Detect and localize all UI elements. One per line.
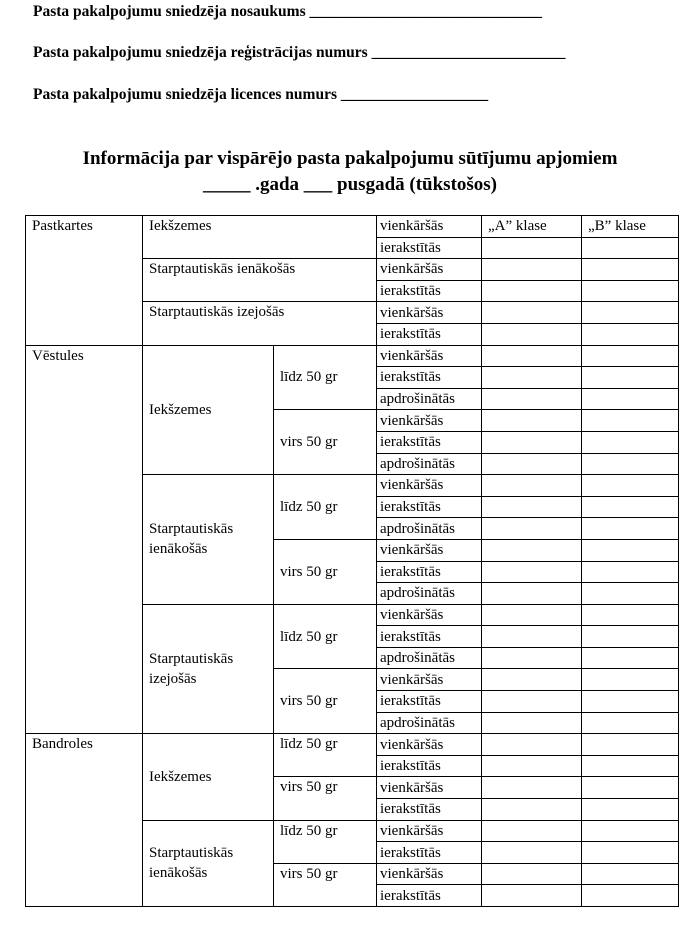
value-cell-b[interactable] xyxy=(582,453,679,475)
form-subtitle: _____ .gada ___ pusgadā (tūkstošos) xyxy=(202,174,498,195)
type-label: apdrošinātās xyxy=(377,583,482,605)
type-label: ierakstītās xyxy=(377,367,482,389)
type-label: vienkāršās xyxy=(377,604,482,626)
value-cell-b[interactable] xyxy=(582,734,679,756)
type-label: vienkāršās xyxy=(377,410,482,432)
value-cell-b[interactable] xyxy=(582,410,679,432)
provider-registration-line: Pasta pakalpojumu sniedzēja reģistrācijas numurs _________________________ xyxy=(33,44,566,61)
region-label: Iekšzemes xyxy=(143,345,274,475)
value-cell-b[interactable] xyxy=(582,323,679,345)
value-cell-a[interactable] xyxy=(482,583,582,605)
region-label: Starptautiskās ienākošās xyxy=(143,820,274,906)
type-label: vienkāršās xyxy=(377,777,482,799)
value-cell-a[interactable] xyxy=(482,518,582,540)
value-cell-b[interactable] xyxy=(582,539,679,561)
category-vestules: Vēstules xyxy=(26,345,143,734)
value-cell-b[interactable] xyxy=(582,820,679,842)
provider-name-line: Pasta pakalpojumu sniedzēja nosaukums ______________________________ xyxy=(33,3,542,20)
table-row xyxy=(26,734,679,756)
value-cell-a[interactable] xyxy=(482,734,582,756)
value-cell-a[interactable] xyxy=(482,561,582,583)
value-cell-a[interactable] xyxy=(482,863,582,885)
provider-license-line: Pasta pakalpojumu sniedzēja licences numurs ___________________ xyxy=(33,86,489,103)
region-label: Starptautiskās ienākošās xyxy=(143,259,377,302)
value-cell-b[interactable] xyxy=(582,755,679,777)
region-label: Iekšzemes xyxy=(143,734,274,820)
type-label: apdrošinātās xyxy=(377,647,482,669)
value-cell-a[interactable] xyxy=(482,712,582,734)
value-cell-b[interactable] xyxy=(582,863,679,885)
weight-label: līdz 50 gr xyxy=(274,734,377,777)
weight-label: virs 50 gr xyxy=(274,777,377,820)
type-label: apdrošinātās xyxy=(377,453,482,475)
value-cell-a[interactable] xyxy=(482,799,582,821)
value-cell-a[interactable] xyxy=(482,280,582,302)
value-cell-b[interactable] xyxy=(582,712,679,734)
value-cell-b[interactable] xyxy=(582,604,679,626)
table-row xyxy=(26,345,679,367)
type-label: vienkāršās xyxy=(377,216,482,238)
value-cell-a[interactable] xyxy=(482,453,582,475)
type-label: vienkāršās xyxy=(377,475,482,497)
value-cell-b[interactable] xyxy=(582,280,679,302)
weight-label: virs 50 gr xyxy=(274,410,377,475)
value-cell-b[interactable] xyxy=(582,431,679,453)
region-label: Starptautiskās izejošās xyxy=(143,302,377,345)
weight-label: līdz 50 gr xyxy=(274,604,377,669)
type-label: ierakstītās xyxy=(377,496,482,518)
type-label: apdrošinātās xyxy=(377,712,482,734)
value-cell-b[interactable] xyxy=(582,626,679,648)
value-cell-a[interactable] xyxy=(482,539,582,561)
value-cell-b[interactable] xyxy=(582,237,679,259)
value-cell-a[interactable] xyxy=(482,496,582,518)
type-label: ierakstītās xyxy=(377,561,482,583)
region-label: Starptautiskās izejošās xyxy=(143,604,274,734)
type-label: ierakstītās xyxy=(377,691,482,713)
value-cell-a[interactable] xyxy=(482,367,582,389)
value-cell-b[interactable] xyxy=(582,799,679,821)
value-cell-a[interactable] xyxy=(482,820,582,842)
value-cell-b[interactable] xyxy=(582,496,679,518)
weight-label: virs 50 gr xyxy=(274,863,377,906)
value-cell-b[interactable] xyxy=(582,885,679,907)
value-cell-b[interactable] xyxy=(582,345,679,367)
weight-label: līdz 50 gr xyxy=(274,820,377,863)
type-label: ierakstītās xyxy=(377,237,482,259)
value-cell-b[interactable] xyxy=(582,583,679,605)
value-cell-a[interactable] xyxy=(482,259,582,281)
type-label: vienkāršās xyxy=(377,734,482,756)
value-cell-b[interactable] xyxy=(582,259,679,281)
value-cell-a[interactable] xyxy=(482,885,582,907)
value-cell-b[interactable] xyxy=(582,561,679,583)
value-cell-a[interactable] xyxy=(482,410,582,432)
value-cell-a[interactable] xyxy=(482,604,582,626)
table-row xyxy=(26,216,679,238)
value-cell-b[interactable] xyxy=(582,388,679,410)
column-header-b: „B” klase xyxy=(582,216,679,238)
category-pastkartes: Pastkartes xyxy=(26,216,143,346)
volume-table xyxy=(25,215,679,907)
value-cell-a[interactable] xyxy=(482,302,582,324)
value-cell-a[interactable] xyxy=(482,323,582,345)
value-cell-a[interactable] xyxy=(482,475,582,497)
type-label: ierakstītās xyxy=(377,885,482,907)
weight-label: virs 50 gr xyxy=(274,539,377,604)
type-label: vienkāršās xyxy=(377,302,482,324)
type-label: ierakstītās xyxy=(377,431,482,453)
category-bandroles: Bandroles xyxy=(26,734,143,907)
value-cell-b[interactable] xyxy=(582,777,679,799)
value-cell-a[interactable] xyxy=(482,691,582,713)
type-label: ierakstītās xyxy=(377,626,482,648)
value-cell-a[interactable] xyxy=(482,777,582,799)
region-label: Starptautiskās ienākošās xyxy=(143,475,274,605)
type-label: ierakstītās xyxy=(377,280,482,302)
value-cell-b[interactable] xyxy=(582,669,679,691)
value-cell-a[interactable] xyxy=(482,431,582,453)
form-title: Informācija par vispārējo pasta pakalpojumu sūtījumu apjomiem xyxy=(82,148,618,169)
type-label: apdrošinātās xyxy=(377,518,482,540)
type-label: apdrošinātās xyxy=(377,388,482,410)
value-cell-a[interactable] xyxy=(482,755,582,777)
type-label: vienkāršās xyxy=(377,863,482,885)
region-label: Iekšzemes xyxy=(143,216,377,259)
value-cell-a[interactable] xyxy=(482,626,582,648)
type-label: vienkāršās xyxy=(377,259,482,281)
column-header-a: „A” klase xyxy=(482,216,582,238)
value-cell-a[interactable] xyxy=(482,647,582,669)
value-cell-a[interactable] xyxy=(482,237,582,259)
value-cell-a[interactable] xyxy=(482,388,582,410)
type-label: ierakstītās xyxy=(377,799,482,821)
type-label: ierakstītās xyxy=(377,842,482,864)
value-cell-b[interactable] xyxy=(582,367,679,389)
type-label: vienkāršās xyxy=(377,345,482,367)
value-cell-a[interactable] xyxy=(482,345,582,367)
type-label: vienkāršās xyxy=(377,820,482,842)
type-label: vienkāršās xyxy=(377,669,482,691)
value-cell-b[interactable] xyxy=(582,842,679,864)
type-label: vienkāršās xyxy=(377,539,482,561)
weight-label: līdz 50 gr xyxy=(274,345,377,410)
weight-label: virs 50 gr xyxy=(274,669,377,734)
weight-label: līdz 50 gr xyxy=(274,475,377,540)
value-cell-b[interactable] xyxy=(582,475,679,497)
value-cell-b[interactable] xyxy=(582,302,679,324)
value-cell-a[interactable] xyxy=(482,669,582,691)
value-cell-b[interactable] xyxy=(582,518,679,540)
type-label: ierakstītās xyxy=(377,323,482,345)
type-label: ierakstītās xyxy=(377,755,482,777)
value-cell-b[interactable] xyxy=(582,691,679,713)
value-cell-b[interactable] xyxy=(582,647,679,669)
value-cell-a[interactable] xyxy=(482,842,582,864)
